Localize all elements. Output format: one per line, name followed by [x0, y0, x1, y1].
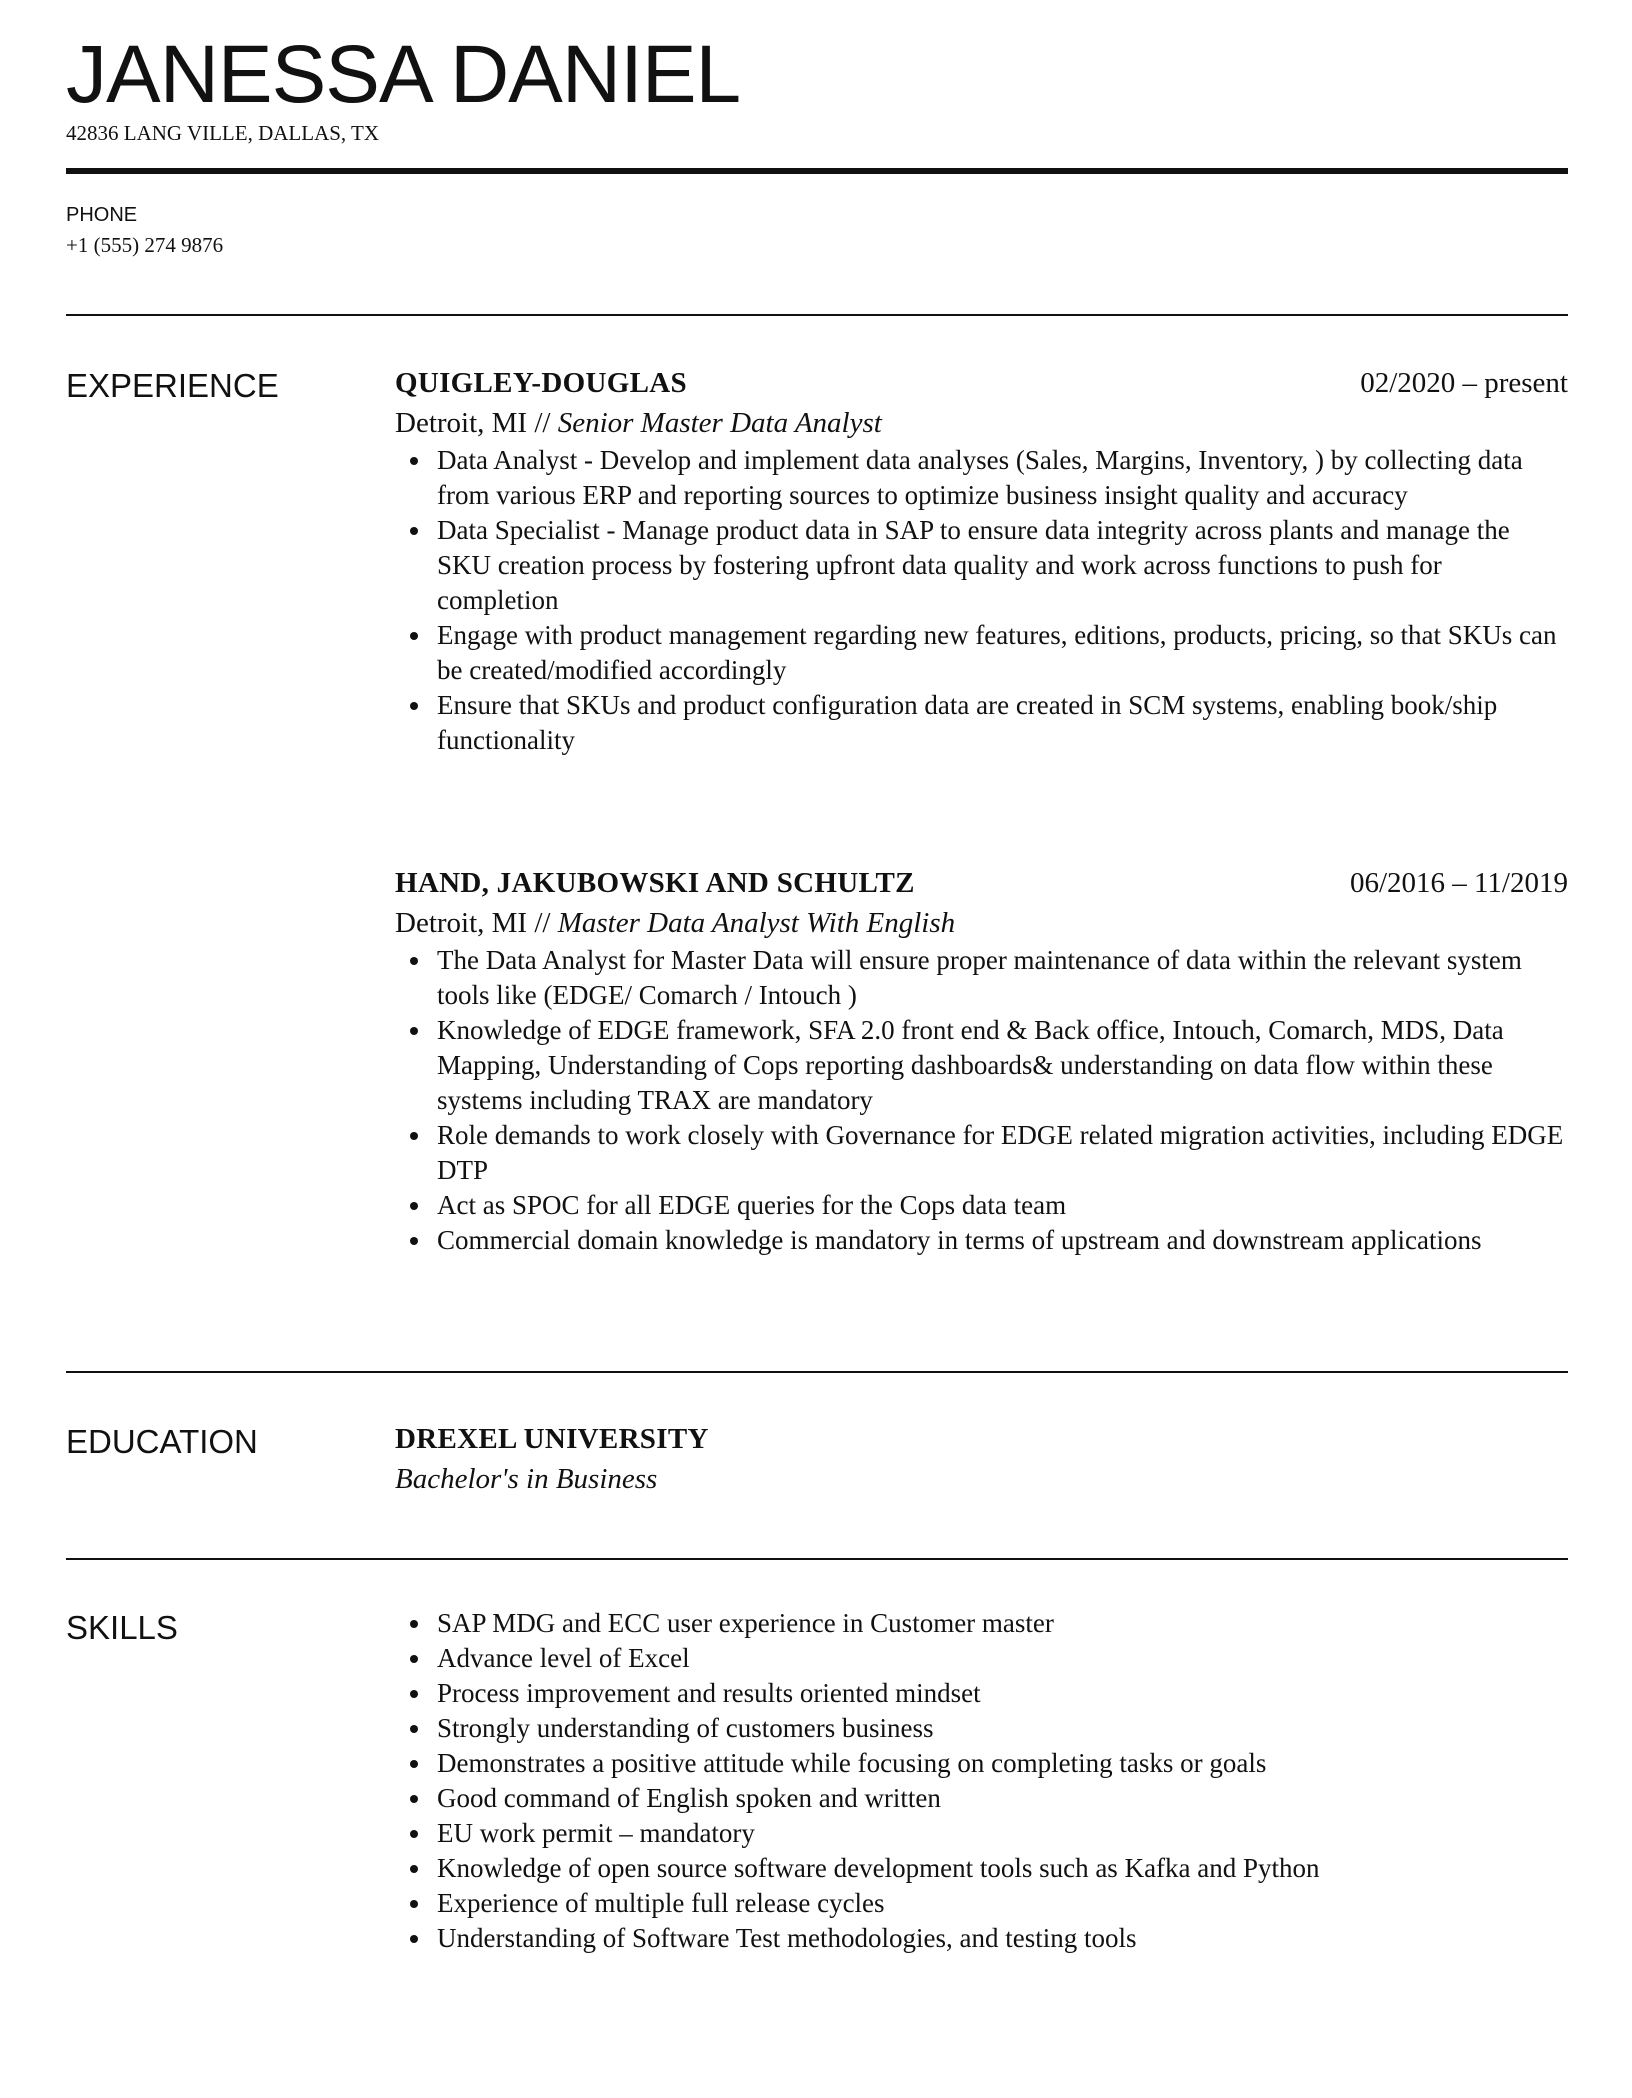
list-item: Understanding of Software Test methodologies, and testing tools [395, 1921, 1568, 1956]
list-item: Demonstrates a positive attitude while focusing on completing tasks or goals [395, 1746, 1568, 1781]
list-item: Knowledge of open source software development tools such as Kafka and Python [395, 1851, 1568, 1886]
list-item: Knowledge of EDGE framework, SFA 2.0 front end & Back office, Intouch, Comarch, MDS, Data Mapping, Understanding of Cops reporting dashboards& understanding on data flow within these systems including TRAX are mandatory [395, 1013, 1568, 1118]
job-role: Master Data Analyst With English [557, 907, 956, 939]
list-item: Ensure that SKUs and product configuration data are created in SCM systems, enabling book/ship functionality [395, 688, 1568, 758]
job-location: Detroit, MI [395, 907, 528, 939]
list-item: Strongly understanding of customers business [395, 1711, 1568, 1746]
job-header [395, 363, 1568, 403]
phone-label: PHONE [66, 204, 138, 226]
education-divider [66, 1558, 1568, 1560]
list-item: EU work permit – mandatory [395, 1816, 1568, 1851]
job-dates: 06/2016 – 11/2019 [1349, 867, 1568, 899]
school-name: DREXEL UNIVERSITY [395, 1423, 709, 1455]
list-item: Data Specialist - Manage product data in SAP to ensure data integrity across plants and manage the SKU creation process by fostering upfront data quality and work across functions to push for completion [395, 513, 1568, 618]
job-entry [395, 363, 1568, 758]
education-heading: EDUCATION [66, 1423, 258, 1460]
job-subline [395, 903, 1568, 943]
phone-value: +1 (555) 274 9876 [66, 233, 224, 257]
education-entry [395, 1419, 1568, 1499]
list-item: Advance level of Excel [395, 1641, 1568, 1676]
contact-divider [66, 314, 1568, 316]
list-item: Role demands to work closely with Governance for EDGE related migration activities, including EDGE DTP [395, 1118, 1568, 1188]
list-item: Act as SPOC for all EDGE queries for the Cops data team [395, 1188, 1568, 1223]
job-bullets [395, 943, 1568, 1258]
job-separator: // [527, 407, 558, 439]
candidate-address: 42836 LANG VILLE, DALLAS, TX [66, 121, 380, 145]
job-dates: 02/2020 – present [1360, 367, 1568, 399]
header-divider [66, 168, 1568, 174]
degree: Bachelor's in Business [395, 1463, 658, 1495]
experience-heading: EXPERIENCE [66, 367, 279, 404]
job-location: Detroit, MI [395, 407, 528, 439]
list-item: Data Analyst - Develop and implement data analyses (Sales, Margins, Inventory, ) by collecting data from various ERP and reporting sources to optimize business insight quality and accuracy [395, 443, 1568, 513]
job-entry [395, 863, 1568, 1258]
job-role: Senior Master Data Analyst [557, 407, 882, 439]
list-item: Good command of English spoken and written [395, 1781, 1568, 1816]
job-company: HAND, JAKUBOWSKI AND SCHULTZ [395, 867, 915, 899]
skills-heading: SKILLS [66, 1609, 178, 1646]
job-company: QUIGLEY-DOUGLAS [395, 367, 687, 399]
job-subline [395, 403, 1568, 443]
experience-divider [66, 1371, 1568, 1373]
candidate-name: JANESSA DANIEL [66, 29, 741, 120]
list-item: Engage with product management regarding new features, editions, products, pricing, so that SKUs can be created/modified accordingly [395, 618, 1568, 688]
list-item: Experience of multiple full release cycles [395, 1886, 1568, 1921]
job-bullets [395, 443, 1568, 758]
job-header [395, 863, 1568, 903]
list-item: Process improvement and results oriented mindset [395, 1676, 1568, 1711]
skills-bullets [395, 1606, 1568, 1956]
job-separator: // [527, 907, 558, 939]
list-item: The Data Analyst for Master Data will ensure proper maintenance of data within the relevant system tools like (EDGE/ Comarch / Intouch ) [395, 943, 1568, 1013]
list-item: SAP MDG and ECC user experience in Customer master [395, 1606, 1568, 1641]
skills-list [395, 1606, 1568, 1956]
list-item: Commercial domain knowledge is mandatory in terms of upstream and downstream applications [395, 1223, 1568, 1258]
